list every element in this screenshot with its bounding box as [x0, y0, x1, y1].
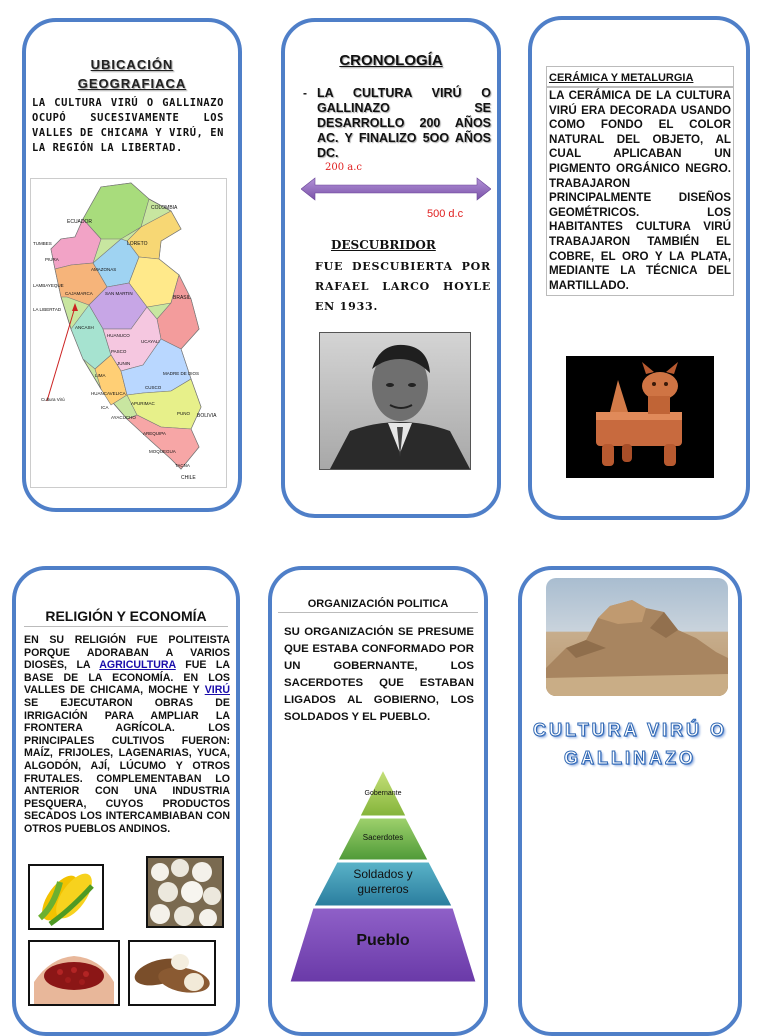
map-label-brasil: BRASIL [173, 295, 191, 301]
pyramid-level-sacerdotes: Sacerdotes [362, 833, 404, 842]
map-label-piura: PIURA [45, 257, 59, 262]
map-label-tumbes: TUMBES [33, 241, 52, 246]
cover-title [522, 716, 738, 772]
map-label-amazonas: AMAZONAS [91, 267, 117, 272]
organizacion-text: SU ORGANIZACIÓN SE PRESUME QUE ESTABA CONFORMADO POR UN GOBERNANTE, LOS SACERDOTES QUE ESTABAN LIGADOS AL GOBIERNO, LOS SOLDADOS Y EL PUEBLO. [284, 626, 474, 723]
map-label-ica: ICA [101, 405, 109, 410]
religion-text-part3: SE EJECUTARON OBRAS DE IRRIGACIÓN PARA AMPLIAR LA FRONTERA AGRÍCOLA. LOS PRINCIPALES CULTIVOS FUERON: MAÍZ, FRIJOLES, LAGENARIAS, YUCA, ALGODÓN, AJÍ, LÚCUMO Y OTROS FRUTALES. COMPLEMENTABAN LO ANTERIOR CON UNA INDUSTRIA PESQUERA, CUYOS PRODUCTOS SECADOS LOS INTERCAMBIABAN CON OTROS PUEBLOS ANDINOS. [24, 696, 230, 835]
huaca-photo [546, 578, 728, 696]
timeline-end-label: 500 d.c [427, 208, 464, 220]
map-label-chile: CHILE [181, 475, 196, 481]
cronologia-text: LA CULTURA VIRÚ O GALLINAZO SE DESARROLLO 200 AÑOS AC. Y FINALIZO 5OO AÑOS DC. [317, 86, 491, 160]
map-label-ecuador: ECUADOR [67, 219, 93, 225]
map-label-ayacucho: AYACUCHO [111, 415, 136, 420]
map-label-huancavelica: HUANCAVELICA [91, 391, 126, 396]
ubicacion-title-line1: UBICACIÓN [90, 57, 174, 72]
map-label-pasco: PASCO [111, 349, 127, 354]
map-label-cultura-viru: Cultura Virú [41, 397, 65, 402]
ubicacion-text: LA CULTURA VIRÚ O GALLINAZO OCUPÓ SUCESIVAMENTE LOS VALLES DE CHICAMA Y VIRÚ, EN LA REGIÓN LA LIBERTAD. [32, 97, 224, 154]
religion-title: RELIGIÓN Y ECONOMÍA [24, 608, 228, 627]
ubicacion-title-line2: GEOGRAFIACA [77, 76, 187, 91]
cotton-svg [148, 858, 222, 926]
map-label-ucayali: UCAYALI [141, 339, 160, 344]
map-label-puno: PUNO [177, 411, 191, 416]
timeline-arrow [301, 176, 491, 202]
map-label-moquegua: MOQUEGUA [149, 449, 176, 454]
corn-svg [30, 866, 102, 928]
religion-text [24, 634, 230, 836]
portrait-svg [320, 333, 470, 469]
religion-text-part1: EN SU RELIGIÓN FUE POLITEISTA PORQUE ADORABAN A VARIOS DIOSES, LA [24, 634, 230, 672]
map-label-la-libertad: LA LIBERTAD [33, 307, 62, 312]
discoverer-title: DESCUBRIDOR [331, 238, 436, 252]
map-label-madre-de-dios: MADRE DE DIOS [163, 371, 200, 376]
map-label-loreto: LORETO [127, 241, 148, 247]
panel-religion [12, 566, 240, 1036]
ceramica-title-box [546, 66, 734, 88]
ceramica-title: CERÁMICA Y METALURGIA [549, 72, 694, 84]
ceramic-vessel-svg [566, 356, 714, 478]
huaca-svg [546, 578, 728, 696]
panel-cronologia [281, 18, 501, 518]
rafael-larco-photo [319, 332, 471, 470]
ubicacion-title [26, 55, 238, 93]
cronologia-title: CRONOLOGÍA [339, 52, 443, 69]
map-label-lima: LIMA [95, 373, 106, 378]
organizacion-title: ORGANIZACIÓN POLITICA [278, 598, 478, 613]
map-label-arequipa: AREQUIPA [143, 431, 166, 436]
pyramid-level-gobernante: Gobernante [364, 790, 402, 797]
cotton-photo [146, 856, 224, 928]
panel-ubicacion [22, 18, 242, 512]
pyramid-level-pueblo: Pueblo [356, 932, 410, 949]
map-label-ancash: ANCASH [75, 325, 94, 330]
religion-text-part2: FUE LA BASE DE LA ECONOMÍA. EN LOS VALLES DE CHICAMA, MOCHE Y [24, 659, 230, 697]
cronologia-bullet: - [303, 86, 307, 100]
agricultura-link[interactable]: AGRICULTURA [99, 659, 176, 672]
map-label-san-martin: SAN MARTIN [105, 291, 133, 296]
ceramica-photo [566, 356, 714, 478]
map-label-cusco: CUSCO [145, 385, 162, 390]
yuca-svg [130, 942, 214, 1004]
beans-svg [30, 942, 118, 1004]
map-label-bolivia: BOLIVIA [197, 413, 217, 419]
map-label-cajamarca: CAJAMARCA [65, 291, 93, 296]
beans-photo [28, 940, 120, 1006]
yuca-photo [128, 940, 216, 1006]
map-label-junin: JUNIN [117, 361, 131, 366]
viru-link[interactable]: VIRÚ [204, 684, 230, 697]
map-label-lambayeque: LAMBAYEQUE [33, 283, 64, 288]
timeline-start-label: 200 a.c [325, 162, 363, 173]
corn-photo [28, 864, 104, 930]
panel-ceramica [528, 16, 750, 520]
cover-title-line1: CULTURA VIRÚ O [533, 720, 727, 740]
map-label-colombia: COLOMBIA [151, 205, 178, 211]
panel-organizacion [268, 566, 488, 1036]
pyramid [290, 770, 476, 984]
ceramica-text-box [546, 86, 734, 296]
map-label-tacna: TACNA [175, 463, 190, 468]
peru-map [30, 178, 227, 488]
panel-portada [518, 566, 742, 1036]
ceramica-text: LA CERÁMICA DE LA CULTURA VIRÚ ERA DECORADA USANDO COMO FONDO EL COLOR NATURAL DEL OBJETO, AL CUAL APLICABAN UN PIGMENTO ORGÁNICO NEGRO. TRABAJARON PRINCIPALMENTE DISEÑOS GEOMÉTRICOS. LOS HABITANTES CULTURA VIRÚ TRABAJARON TAMBIÉN EL COBRE, EL ORO Y LA PLATA, MEDIANTE LA TÉCNICA DEL MARTILLADO. [549, 89, 731, 292]
discoverer-text: FUE DESCUBIERTA POR RAFAEL LARCO HOYLE EN 1933. [315, 260, 491, 313]
map-label-huanuco: HUANUCO [107, 333, 130, 338]
cover-title-line2: GALLINAZO [564, 748, 696, 768]
pyramid-level-soldados: Soldados y guerreros [353, 867, 413, 896]
map-label-apurimac: APURIMAC [131, 401, 155, 406]
